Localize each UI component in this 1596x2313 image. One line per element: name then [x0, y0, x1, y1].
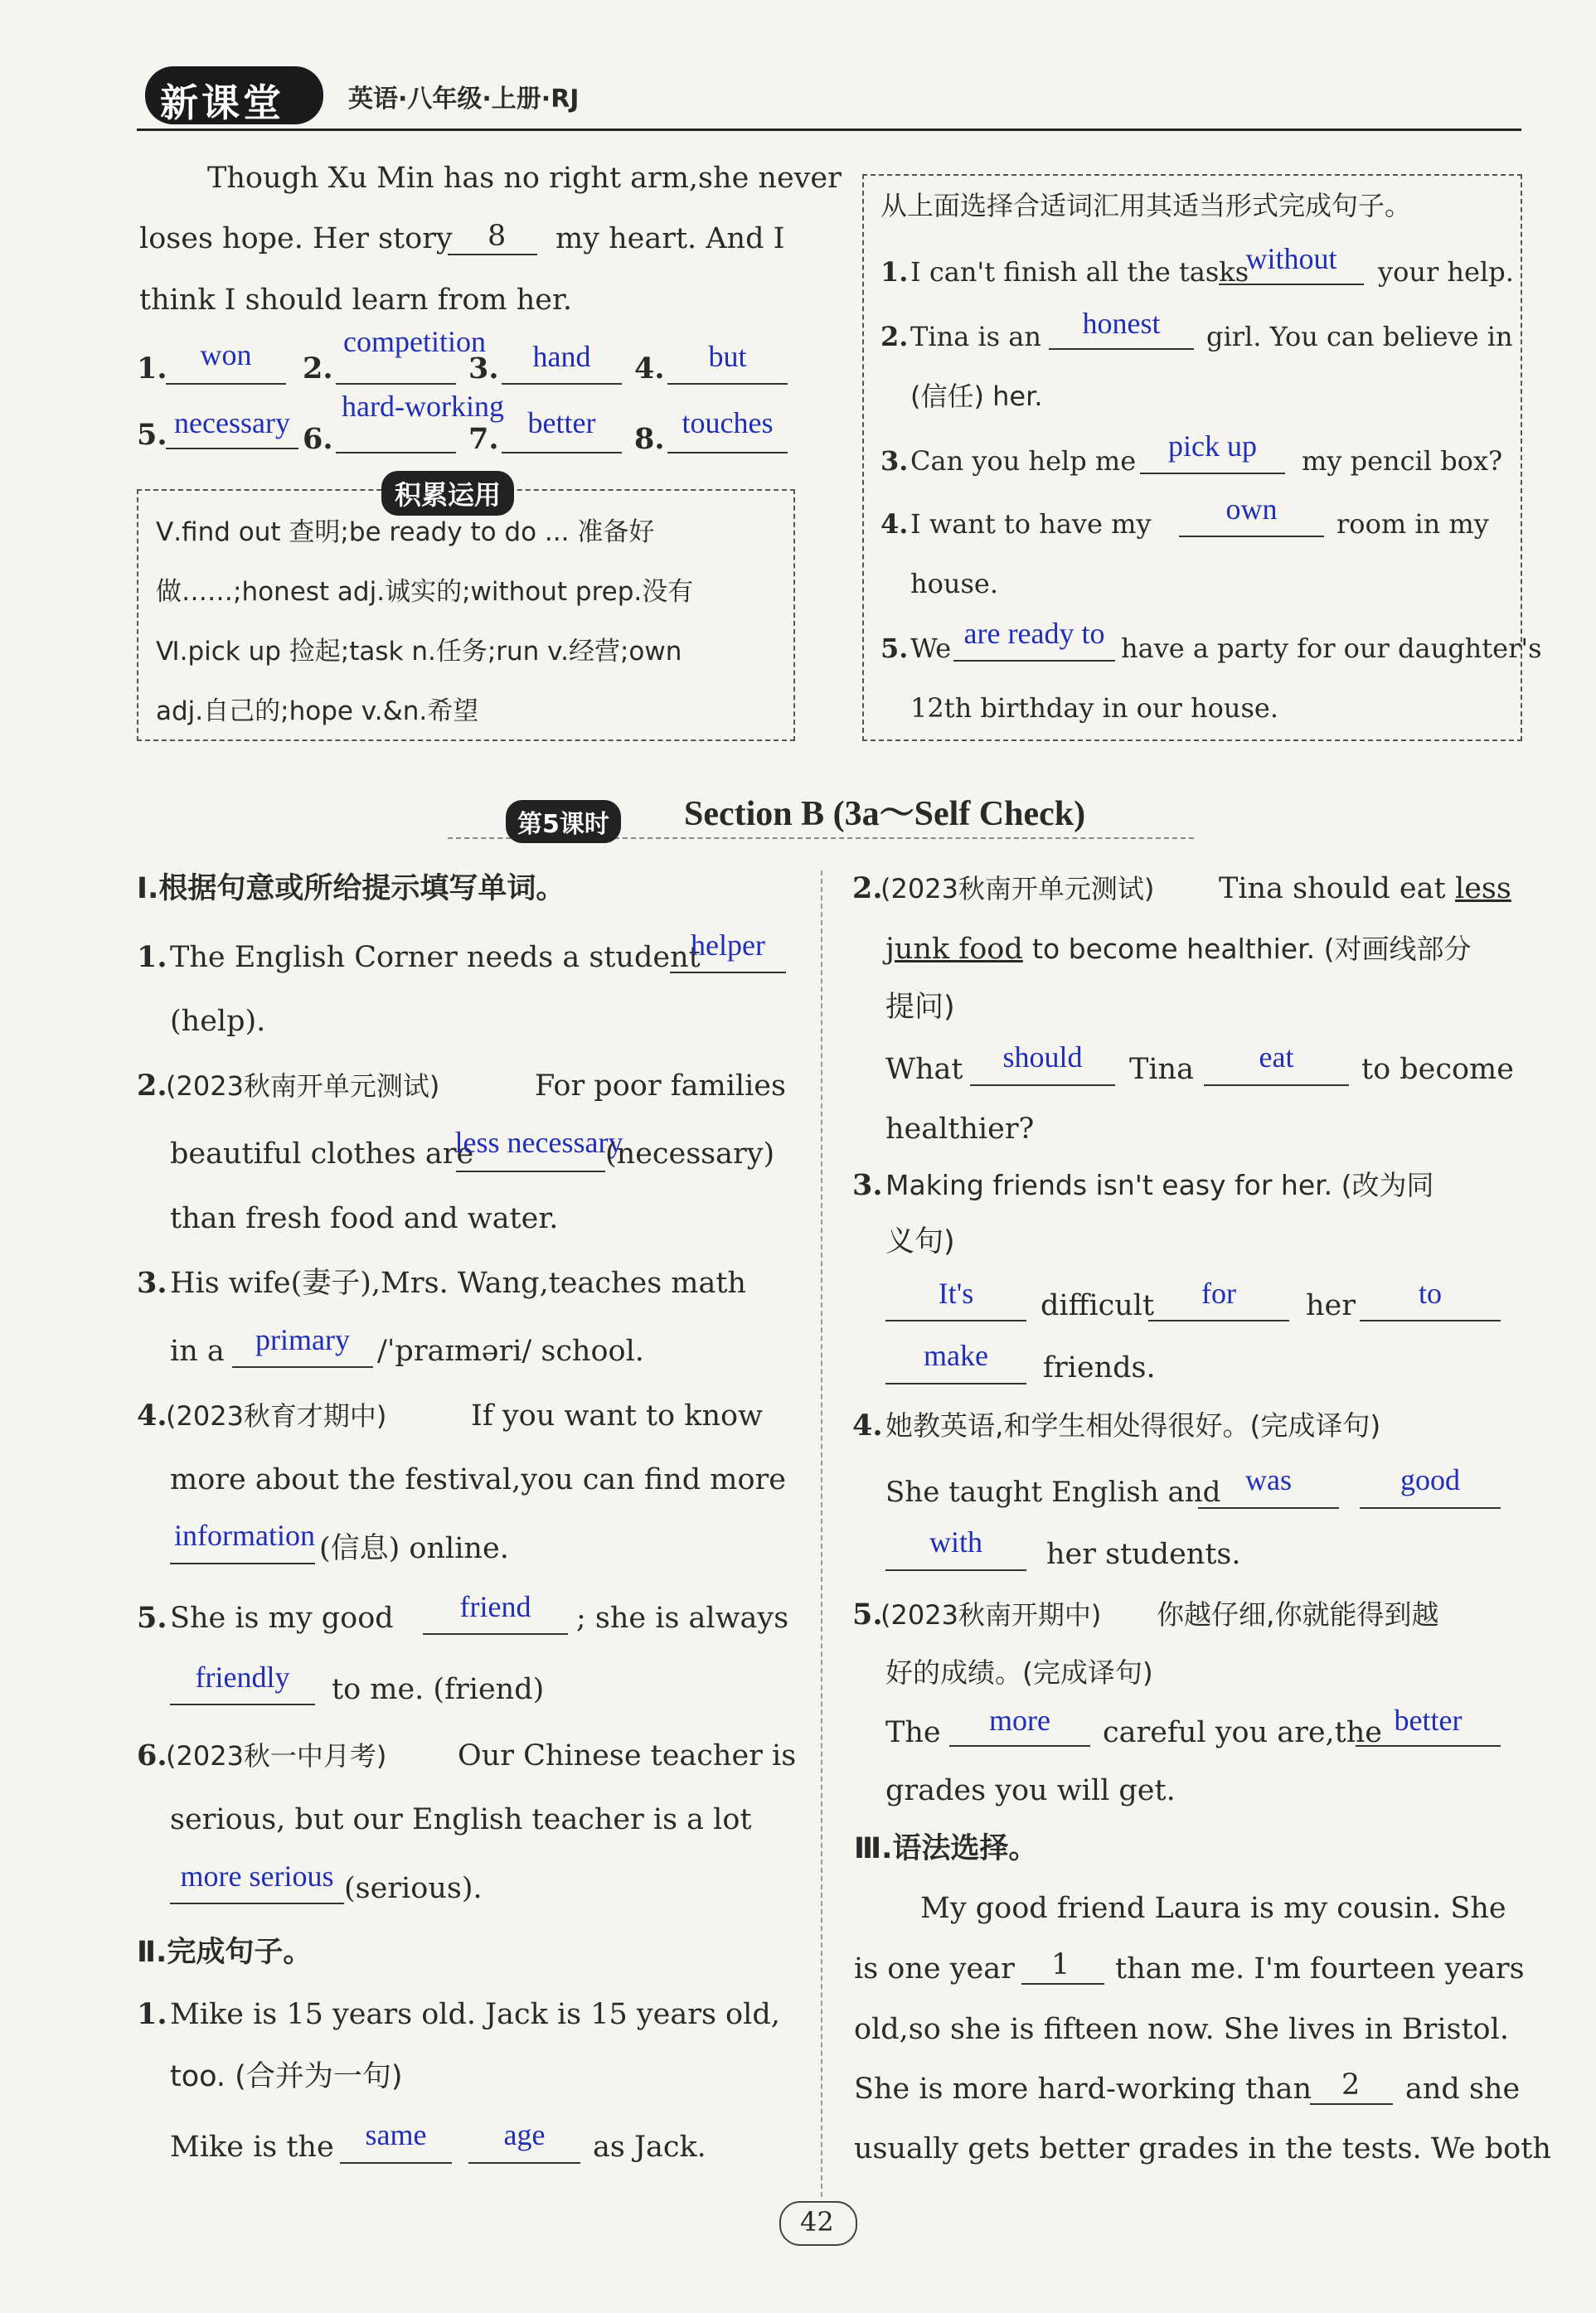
answer-label-6: 6. [303, 422, 333, 456]
p2-q2-u2: junk food [885, 933, 1023, 966]
p2-q5-blank-1 [949, 1745, 1090, 1747]
p3-blank-2-label: 2 [1341, 2068, 1361, 2102]
ex-q3-b: my pencil box? [1302, 445, 1503, 477]
p2-q2-b: to become healthier. (对画线部分 [1032, 933, 1472, 965]
p2-q3-answer-4: make [924, 1339, 988, 1372]
answer-blank-7 [502, 452, 622, 453]
ex-q4-a: I want to have my [910, 508, 1152, 540]
p1-q5-answer-2: friendly [195, 1661, 290, 1694]
ex-q2-a: Tina is an [910, 321, 1041, 352]
answer-2: competition [343, 325, 486, 358]
ex-q4-num: 4. [880, 508, 909, 540]
ex-q4-answer: own [1225, 492, 1278, 526]
passage-line-3: think I should learn from her. [139, 284, 572, 317]
p2-q4-answer-1: was [1245, 1463, 1292, 1496]
ex-q1-num: 1. [880, 256, 909, 288]
p2-q2-num: 2. [852, 871, 883, 905]
answer-4: but [708, 340, 747, 373]
part1-heading: Ⅰ.根据句意或所给提示填写单词。 [137, 872, 565, 905]
p1-q4-c: (信息) online. [319, 1532, 509, 1565]
answer-label-8: 8. [634, 422, 665, 456]
p2-q3-blank-4 [885, 1383, 1026, 1384]
p1-q6-num: 6. [137, 1738, 167, 1772]
p2-q4-a: 她教英语,和学生相处得很好。(完成译句) [885, 1409, 1381, 1442]
ex-q1-answer: without [1245, 242, 1337, 275]
p2-q2-src: (2023秋南开单元测试) [880, 873, 1155, 904]
p3-blank-1-label: 1 [1051, 1948, 1070, 1981]
p2-q3-c: difficult [1041, 1289, 1155, 1322]
p1-q4-src: (2023秋育才期中) [166, 1400, 387, 1432]
p1-q3-a: His wife(妻子),Mrs. Wang,teaches math [170, 1267, 746, 1300]
section-title: Section B (3a～Self Check) [684, 795, 1086, 833]
p1-q2-src: (2023秋南开单元测试) [166, 1070, 440, 1102]
p3-line-4a: She is more hard-working than [854, 2073, 1312, 2106]
p2-q5-src: (2023秋南开期中) [880, 1599, 1102, 1631]
p2-q4-blank-2 [1360, 1507, 1501, 1509]
p3-line-2b: than me. I'm fourteen years [1115, 1952, 1525, 1986]
p2-q1-num: 1. [137, 1997, 167, 2031]
p3-line-2a: is one year [854, 1952, 1015, 1986]
p1-q1-blank [670, 972, 786, 973]
answer-3: hand [532, 340, 591, 373]
p1-q2-b: beautiful clothes are [170, 1137, 474, 1171]
passage-line-2a: loses hope. Her story [139, 222, 453, 255]
answer-6: hard-working [342, 390, 504, 423]
p2-q3-num: 3. [852, 1168, 883, 1202]
p1-q6-c: (serious). [344, 1872, 483, 1905]
ex-q5-answer: are ready to [963, 617, 1105, 650]
ex-q5-blank [953, 660, 1115, 662]
p2-q2-g: healthier? [885, 1113, 1035, 1146]
p1-q5-num: 5. [137, 1601, 167, 1635]
answer-blank-5 [166, 448, 298, 449]
p1-q5-answer-1: friend [459, 1590, 531, 1623]
p2-q4-answer-2: good [1400, 1463, 1460, 1496]
p2-q5-blank-2 [1356, 1745, 1501, 1747]
p2-q1-a: Mike is 15 years old. Jack is 15 years old, [170, 1998, 780, 2031]
vocab-line-1: Ⅴ.find out 查明;be ready to do ... 准备好 [156, 517, 655, 547]
ex-q4-blank [1179, 536, 1324, 537]
ex-q3-answer: pick up [1168, 429, 1257, 463]
p3-blank-1 [1021, 1983, 1104, 1985]
vocab-line-2: 做……;honest adj.诚实的;without prep.没有 [156, 577, 694, 607]
p2-q4-num: 4. [852, 1409, 883, 1443]
p2-q3-blank-2 [1148, 1320, 1289, 1321]
p1-q4-b: more about the festival,you can find more [170, 1463, 786, 1496]
p2-q2-d: What [885, 1053, 963, 1086]
p3-line-5: usually gets better grades in the tests. We both [854, 2132, 1551, 2165]
p2-q4-blank-3 [885, 1569, 1026, 1571]
p2-q1-b: too. (合并为一句) [170, 2060, 403, 2093]
answer-blank-8 [667, 452, 788, 453]
vocab-line-4: adj.自己的;hope v.&n.希望 [156, 696, 479, 726]
ex-q2-num: 2. [880, 321, 909, 352]
p1-q5-c: to me. (friend) [332, 1673, 545, 1706]
ex-q5-c: 12th birthday in our house. [910, 692, 1279, 724]
p2-q1-d: as Jack. [593, 2131, 706, 2164]
p3-blank-2 [1310, 2103, 1393, 2105]
p2-q1-blank-1 [340, 2162, 452, 2164]
p1-q1-num: 1. [137, 940, 167, 974]
answer-blank-4 [667, 383, 788, 385]
p3-line-3: old,so she is fifteen now. She lives in Bristol. [854, 2013, 1509, 2046]
part3-heading: Ⅲ.语法选择。 [854, 1832, 1038, 1865]
p2-q2-c: 提问) [885, 991, 955, 1024]
p2-q2-answer-1: should [1002, 1040, 1083, 1074]
answer-5: necessary [174, 406, 290, 439]
p2-q1-answer-1: same [365, 2118, 427, 2151]
page-number: 42 [800, 2206, 834, 2238]
p1-q6-blank [170, 1903, 344, 1904]
p1-q6-a: Our Chinese teacher is [458, 1739, 797, 1772]
answer-label-4: 4. [634, 352, 665, 386]
p2-q2-answer-2: eat [1259, 1040, 1294, 1074]
p2-q3-answer-3: to [1418, 1277, 1442, 1310]
p1-q2-num: 2. [137, 1069, 167, 1103]
p1-q3-answer: primary [255, 1323, 350, 1356]
answer-1: won [200, 338, 252, 371]
p1-q1-b: (help). [170, 1005, 266, 1038]
p1-q3-c: /ˈpraɪməri/ school. [377, 1335, 644, 1368]
p2-q5-a: 你越仔细,你就能得到越 [1157, 1598, 1439, 1631]
p1-q2-blank [456, 1171, 605, 1172]
p1-q4-blank [170, 1563, 315, 1564]
passage-blank-8-label: 8 [488, 220, 507, 253]
p2-q3-d: her [1306, 1289, 1356, 1322]
p2-q4-blank-1 [1198, 1507, 1339, 1509]
answer-label-5: 5. [137, 418, 167, 452]
p2-q4-answer-3: with [929, 1525, 982, 1559]
vocab-line-3: Ⅵ.pick up 捡起;task n.任务;run v.经营;own [156, 637, 682, 667]
ex-q5-a: We [910, 633, 952, 664]
answer-blank-6 [336, 452, 456, 453]
p1-q2-a: For poor families [535, 1069, 786, 1103]
p1-q6-src: (2023秋一中月考) [166, 1740, 387, 1772]
logo [145, 66, 323, 124]
p1-q4-a: If you want to know [471, 1399, 764, 1433]
p1-q5-b: ; she is always [576, 1602, 789, 1635]
answer-label-2: 2. [303, 352, 333, 386]
ex-q1-b: your help. [1378, 256, 1514, 288]
p2-q3-b: 义句) [885, 1225, 955, 1258]
p2-q5-num: 5. [852, 1598, 883, 1632]
answer-blank-1 [166, 383, 286, 385]
p3-line-4b: and she [1405, 2073, 1521, 2106]
passage-blank-8 [448, 254, 537, 255]
p2-q1-c: Mike is the [170, 2131, 334, 2164]
ex-q2-blank [1049, 348, 1194, 350]
p1-q1-a: The English Corner needs a student [170, 941, 701, 974]
passage-line-1: Though Xu Min has no right arm,she never [207, 162, 842, 195]
vocab-box-title: 积累运用 [381, 471, 514, 516]
p1-q2-d: than fresh food and water. [170, 1202, 559, 1235]
ex-q4-b: room in my [1336, 508, 1489, 540]
lesson-badge: 第5课时 [506, 800, 621, 843]
p2-q2-blank-1 [970, 1084, 1115, 1086]
ex-q1-a: I can't finish all the tasks [910, 256, 1249, 288]
passage-line-2b: my heart. And I [555, 222, 785, 255]
part2-heading: Ⅱ.完成句子。 [137, 1936, 313, 1969]
p2-q2-a: Tina should eat [1219, 872, 1446, 905]
p2-q3-answer-2: for [1201, 1277, 1236, 1310]
ex-q2-answer: honest [1082, 307, 1161, 340]
answer-label-1: 1. [137, 352, 167, 386]
p1-q3-num: 3. [137, 1266, 167, 1300]
ex-q2-b: girl. You can believe in [1206, 321, 1513, 352]
header-rule [137, 128, 1521, 131]
ex-q2-c: (信任) her. [910, 381, 1043, 412]
answer-label-3: 3. [468, 352, 499, 386]
p2-q3-blank-3 [1360, 1320, 1501, 1321]
p2-q5-b: 好的成绩。(完成译句) [885, 1656, 1153, 1689]
p2-q2-blank-2 [1204, 1084, 1349, 1086]
p1-q1-answer: helper [691, 929, 765, 962]
column-divider [821, 870, 822, 2197]
answer-8: touches [682, 406, 774, 439]
p1-q2-c: (necessary) [605, 1137, 775, 1171]
p1-q5-blank-1 [423, 1633, 568, 1635]
header-subtitle: 英语·八年级·上册·RJ [348, 85, 580, 114]
exercise-instruction: 从上面选择合适词汇用其适当形式完成句子。 [880, 190, 1412, 221]
answer-blank-2 [336, 383, 456, 385]
p2-q4-b: She taught English and [885, 1476, 1221, 1509]
p1-q6-b: serious, but our English teacher is a lot [170, 1803, 752, 1836]
p2-q3-a: Making friends isn't easy for her. (改为同 [885, 1169, 1434, 1201]
answer-blank-3 [502, 383, 622, 385]
p1-q5-a: She is my good [170, 1602, 394, 1635]
ex-q5-b: have a party for our daughter's [1121, 633, 1542, 664]
p2-q5-answer-2: better [1394, 1704, 1463, 1737]
p2-q5-d: careful you are,the [1103, 1716, 1382, 1749]
p1-q3-blank [232, 1366, 373, 1368]
ex-q3-blank [1140, 473, 1285, 474]
ex-q1-blank [1219, 284, 1364, 285]
p1-q5-blank-2 [170, 1704, 315, 1705]
p1-q6-answer: more serious [180, 1860, 334, 1893]
p2-q5-answer-1: more [989, 1704, 1050, 1737]
p2-q1-blank-2 [468, 2162, 580, 2164]
p1-q3-b: in a [170, 1335, 225, 1368]
p2-q2-f: to become [1361, 1053, 1514, 1086]
p2-q5-c: The [885, 1716, 941, 1749]
answer-label-7: 7. [468, 422, 499, 456]
p2-q3-blank-1 [885, 1320, 1026, 1321]
p2-q3-e: friends. [1043, 1351, 1156, 1384]
p1-q2-answer: less necessary [454, 1126, 623, 1159]
answer-7: better [527, 406, 596, 439]
ex-q3-num: 3. [880, 445, 909, 477]
p1-q4-answer: information [174, 1519, 315, 1552]
logo-text: 新课堂 [160, 80, 284, 125]
p2-q1-answer-2: age [503, 2118, 546, 2151]
ex-q4-c: house. [910, 568, 999, 599]
p2-q5-e: grades you will get. [885, 1774, 1176, 1807]
p3-line-1: My good friend Laura is my cousin. She [920, 1892, 1506, 1925]
p2-q3-answer-1: It's [938, 1277, 974, 1310]
p2-q2-e: Tina [1129, 1053, 1194, 1086]
ex-q3-a: Can you help me [910, 445, 1137, 477]
ex-q5-num: 5. [880, 633, 909, 664]
p1-q4-num: 4. [137, 1399, 167, 1433]
p2-q2-u1: less [1455, 872, 1511, 905]
p2-q4-c: her students. [1046, 1538, 1241, 1571]
